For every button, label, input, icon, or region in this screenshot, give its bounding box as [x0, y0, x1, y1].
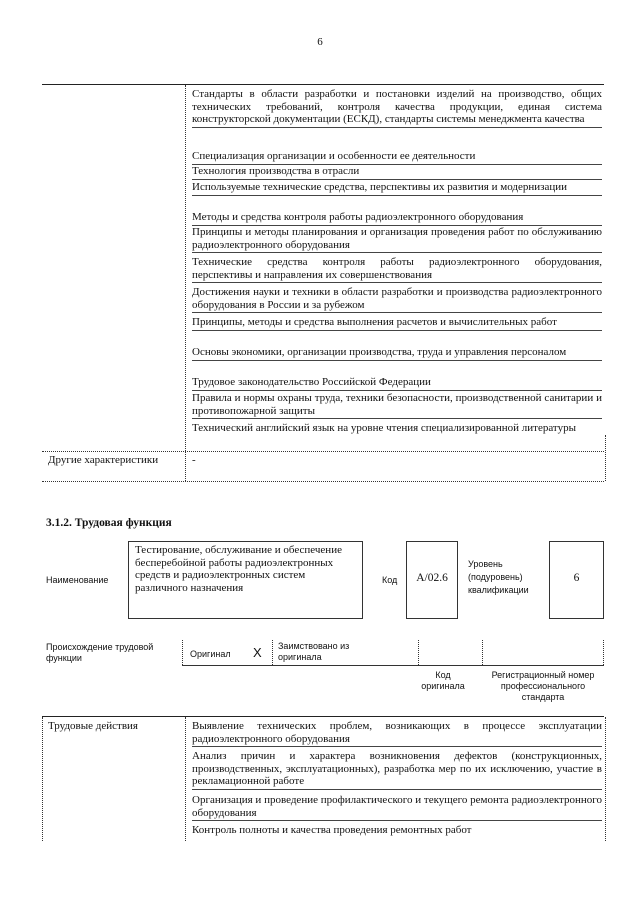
knowledge-item: Стандарты в области разработки и постановки изделий на производство, общих технических требований, контроля качества продукции, единая система конструкторской документации (ЕСКД), стандарты системы менеджмента качества	[192, 88, 602, 128]
origin-cell-border	[482, 640, 483, 665]
other-characteristics-value: -	[192, 454, 196, 466]
level-box: 6	[549, 541, 604, 619]
row-divider	[42, 451, 604, 452]
level-label: Уровень (подуровень) квалификации	[468, 559, 529, 595]
actions-table	[42, 716, 604, 839]
knowledge-item: Методы и средства контроля работы радиоэлектронного оборудования	[192, 211, 602, 226]
origin-cell-border	[603, 640, 604, 665]
knowledge-item: Технические средства контроля работы радиоэлектронного оборудования, перспективы и направления их совершенствования	[192, 256, 602, 283]
action-item: Контроль полноты и качества проведения ремонтных работ	[192, 824, 472, 836]
borrowed-label: Заимствовано из оригинала	[278, 641, 350, 662]
origin-cell-border	[418, 640, 419, 665]
code-label: Код	[382, 575, 398, 585]
column-divider	[185, 85, 186, 481]
code-original-caption: Код оригинала	[421, 670, 465, 691]
original-label: Оригинал	[190, 649, 231, 659]
knowledge-table	[42, 84, 604, 482]
origin-cell-border	[182, 640, 183, 665]
knowledge-item: Основы экономики, организации производства, труда и управления персоналом	[192, 346, 602, 361]
reg-number-caption: Регистрационный номер профессионального стандарта	[491, 670, 595, 702]
origin-label: Происхождение трудовой функции	[46, 642, 154, 663]
action-item: Организация и проведение профилактического и текущего ремонта радиоэлектронного оборудования	[192, 794, 602, 821]
left-border	[42, 717, 43, 841]
knowledge-item: Достижения науки и техники в области разработки и производства радиоэлектронного оборудования в России и за рубежом	[192, 286, 602, 313]
column-divider	[185, 717, 186, 841]
knowledge-item: Специализация организации и особенности ее деятельности	[192, 150, 602, 165]
knowledge-item: Принципы и методы планирования и организация проведения работ по обслуживанию радиоэлектронного оборудования	[192, 226, 602, 253]
page-number: 6	[317, 36, 323, 48]
function-code-box: A/02.6	[406, 541, 458, 619]
name-label: Наименование	[46, 575, 109, 585]
knowledge-item: Трудовое законодательство Российской Федерации	[192, 376, 602, 391]
knowledge-item: Правила и нормы охраны труда, техники безопасности, производственной санитарии и противопожарной защиты	[192, 392, 602, 419]
origin-cell-border	[272, 640, 273, 665]
knowledge-item: Используемые технические средства, перспективы их развития и модернизации	[192, 181, 602, 196]
original-mark: X	[253, 645, 262, 660]
right-border	[605, 717, 606, 841]
action-item: Выявление технических проблем, возникающих в процессе эксплуатации радиоэлектронного оборудования	[192, 720, 602, 747]
section-heading: 3.1.2. Трудовая функция	[46, 517, 172, 529]
knowledge-item: Технология производства в отрасли	[192, 165, 602, 180]
other-characteristics-label: Другие характеристики	[48, 454, 159, 466]
actions-label: Трудовые действия	[48, 720, 138, 732]
function-name-box: Тестирование, обслуживание и обеспечение бесперебойной работы радиоэлектронных средств и радиоэлектронных систем различного назначения	[128, 541, 363, 619]
knowledge-item: Принципы, методы и средства выполнения расчетов и вычислительных работ	[192, 316, 602, 331]
origin-grid	[182, 640, 604, 666]
right-border	[605, 435, 606, 481]
action-item: Анализ причин и характера возникновения дефектов (конструкционных, производственных, эксплуатационных), разработка мер по их исключению, участие в рекламационной работе	[192, 750, 602, 790]
knowledge-item: Технический английский язык на уровне чтения специализированной литературы	[192, 422, 576, 434]
